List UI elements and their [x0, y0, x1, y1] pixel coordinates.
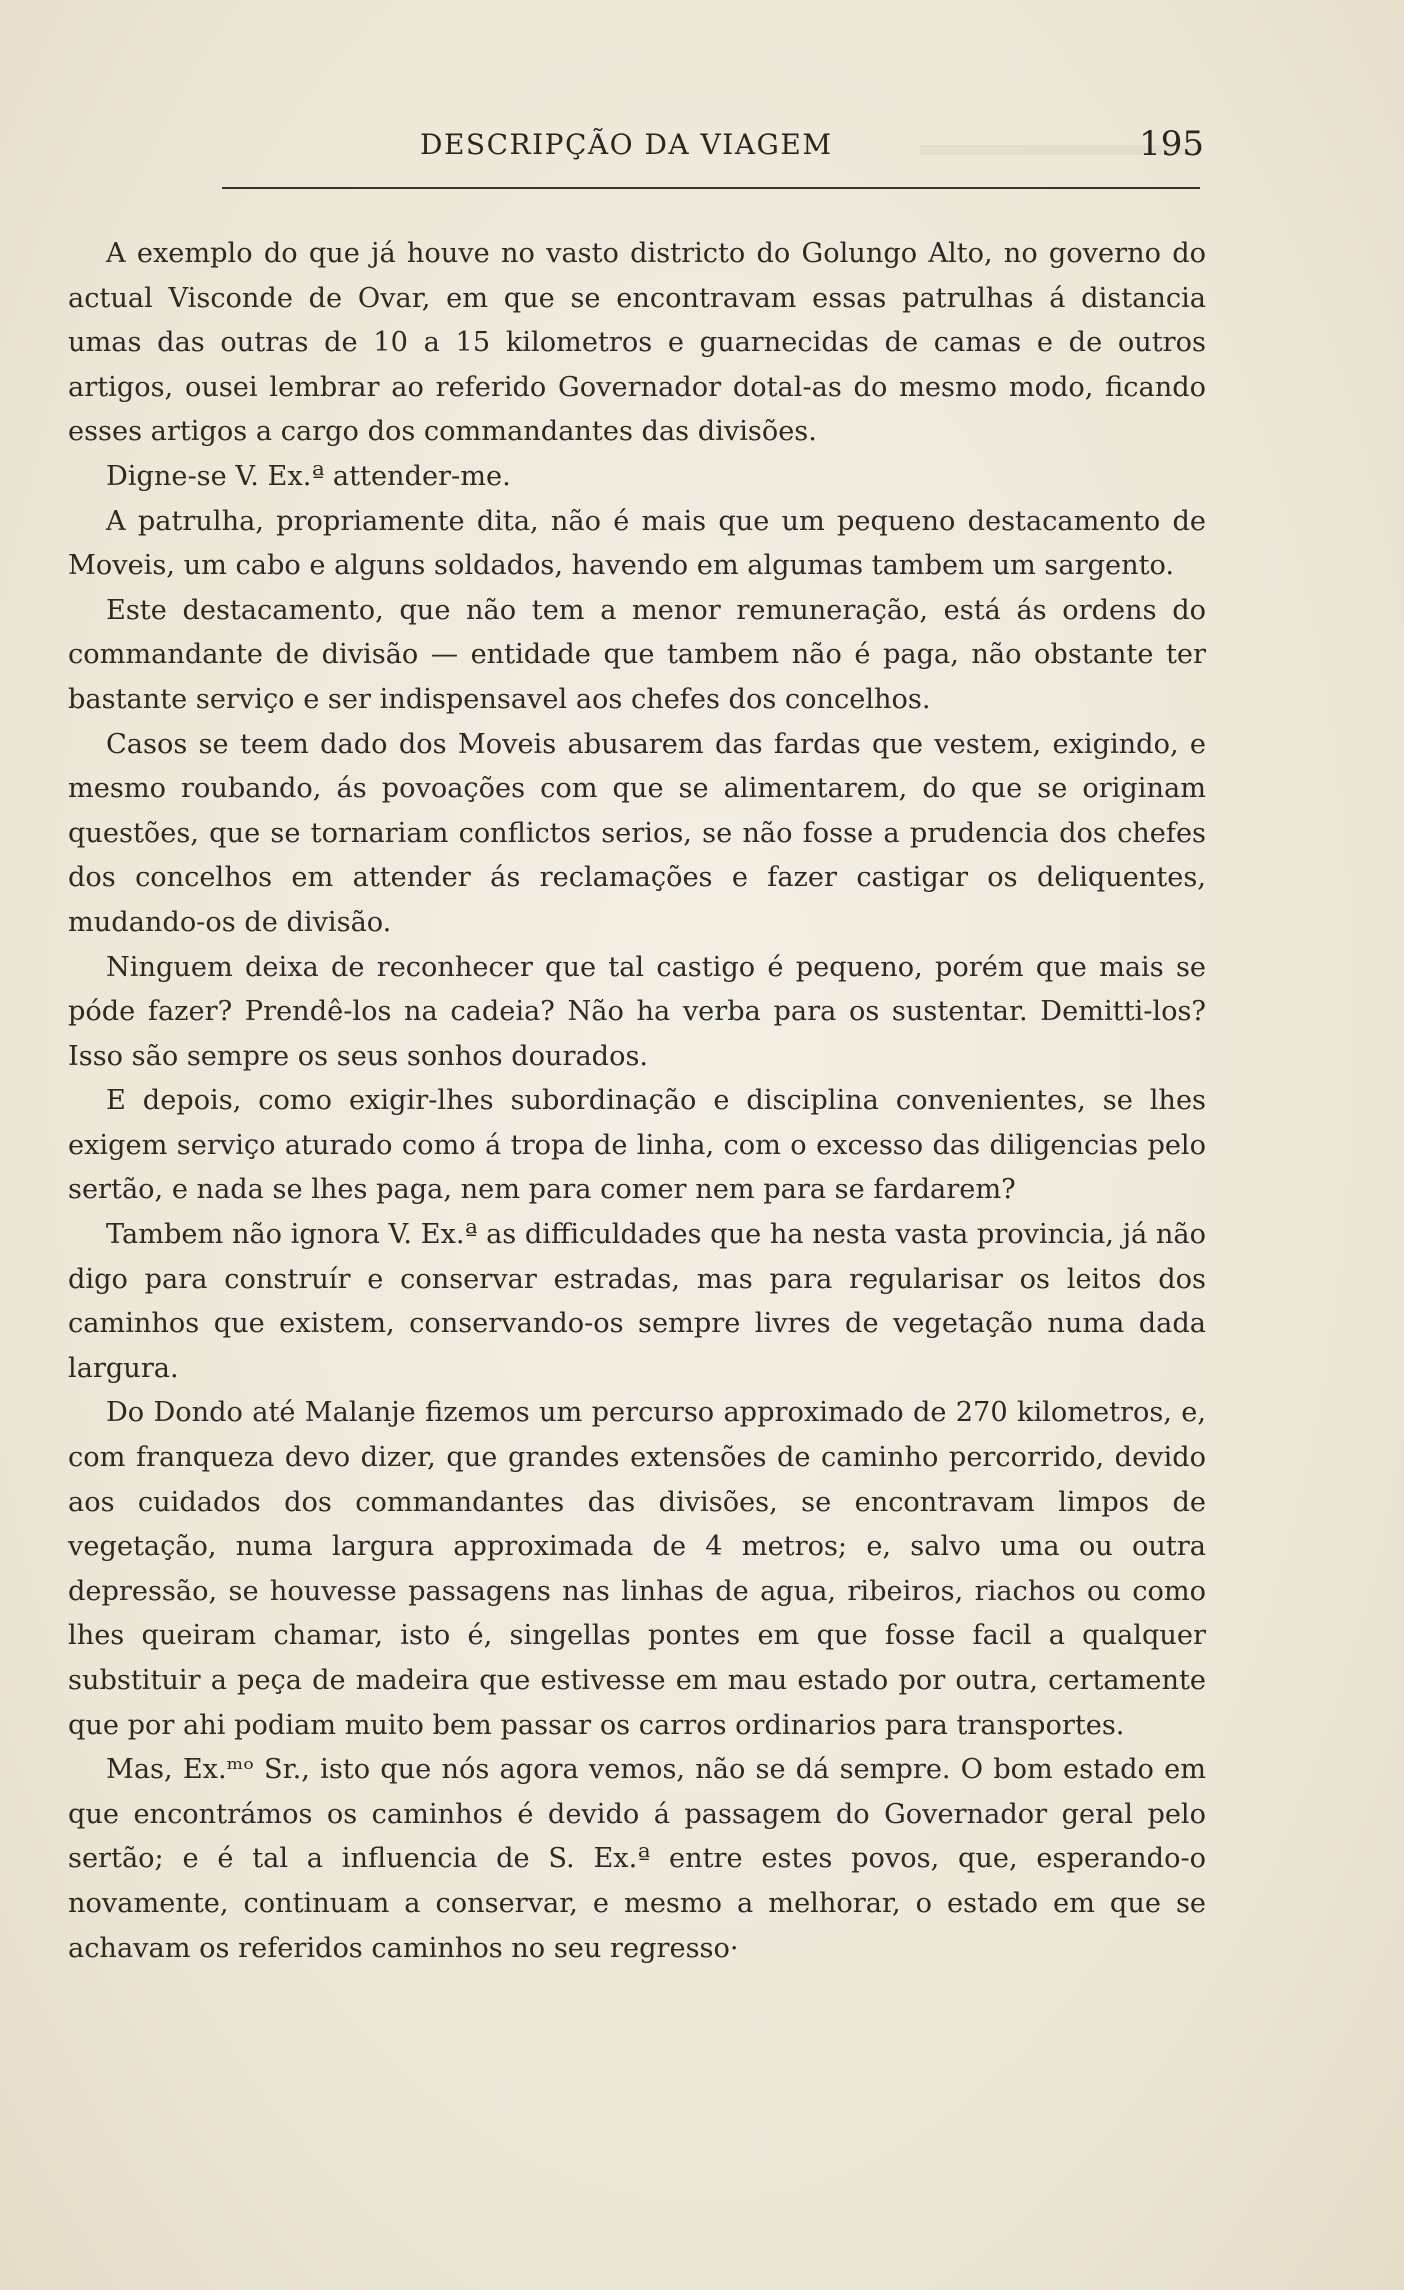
header-rule	[222, 187, 1200, 189]
running-header	[190, 124, 1204, 170]
paragraph: A exemplo do que já houve no vasto districto do Golungo Alto, no governo do actual Visconde de Ovar, em que se encontravam essas patrulhas á distancia umas das outras de 10 a 15 kilometros e guarnecidas de camas e de outros artigos, ousei lembrar ao referido Governador dotal-as do mesmo modo, ficando esses artigos a cargo dos commandantes das divisões.	[68, 238, 1206, 448]
paragraph: Digne-se V. Ex.ª attender-me.	[106, 460, 511, 492]
paragraph: Mas, Ex.ᵐᵒ Sr., isto que nós agora vemos, não se dá sempre. O bom estado em que encontrámos os caminhos é devido á passagem do Governador geral pelo sertão; e é tal a influencia de S. Ex.ª entre estes povos, que, esperando-o novamente, continuam a conservar, e mesmo a melhorar, o estado em que se achavam os referidos caminhos no seu regresso·	[68, 1754, 1206, 1964]
paragraph: Este destacamento, que não tem a menor remuneração, está ás ordens do commandante de divisão — entidade que tambem não é paga, não obstante ter bastante serviço e ser indispensavel aos chefes dos concelhos.	[68, 594, 1206, 715]
paragraph: E depois, como exigir-lhes subordinação e disciplina convenientes, se lhes exigem serviço aturado como á tropa de linha, com o excesso das diligencias pelo sertão, e nada se lhes paga, nem para comer nem para se fardarem?	[68, 1085, 1206, 1206]
page-number: 195	[1139, 124, 1204, 164]
paragraph: Ninguem deixa de reconhecer que tal castigo é pequeno, porém que mais se póde fazer? Prendê-los na cadeia? Não ha verba para os sustentar. Demitti-los? Isso são sempre os seus sonhos dourados.	[68, 951, 1206, 1072]
running-title: DESCRIPÇÃO DA VIAGEM	[420, 128, 833, 161]
paragraph: A patrulha, propriamente dita, não é mais que um pequeno destacamento de Moveis, um cabo e alguns soldados, havendo em algumas tambem um sargento.	[68, 505, 1206, 582]
paragraph: Tambem não ignora V. Ex.ª as difficuldades que ha nesta vasta provincia, já não digo para construír e conservar estradas, mas para regularisar os leitos dos caminhos que existem, conservando-os sempre livres de vegetação numa dada largura.	[68, 1219, 1206, 1384]
body-text	[68, 232, 1206, 1971]
paragraph: Do Dondo até Malanje fizemos um percurso approximado de 270 kilometros, e, com franqueza devo dizer, que grandes extensões de caminho percorrido, devido aos cuidados dos commandantes das divisões, se encontravam limpos de vegetação, numa largura approximada de 4 metros; e, salvo uma ou outra depressão, se houvesse passagens nas linhas de agua, ribeiros, riachos ou como lhes queiram chamar, isto é, singellas pontes em que fosse facil a qualquer substituir a peça de madeira que estivesse em mau estado por outra, certamente que por ahi podiam muito bem passar os carros ordinarios para transportes.	[68, 1397, 1206, 1741]
paragraph: Casos se teem dado dos Moveis abusarem das fardas que vestem, exigindo, e mesmo roubando, ás povoações com que se alimentarem, do que se originam questões, que se tornariam conflictos serios, se não fosse a prudencia dos chefes dos concelhos em attender ás reclamações e fazer castigar os deliquentes, mudando-os de divisão.	[68, 728, 1206, 938]
